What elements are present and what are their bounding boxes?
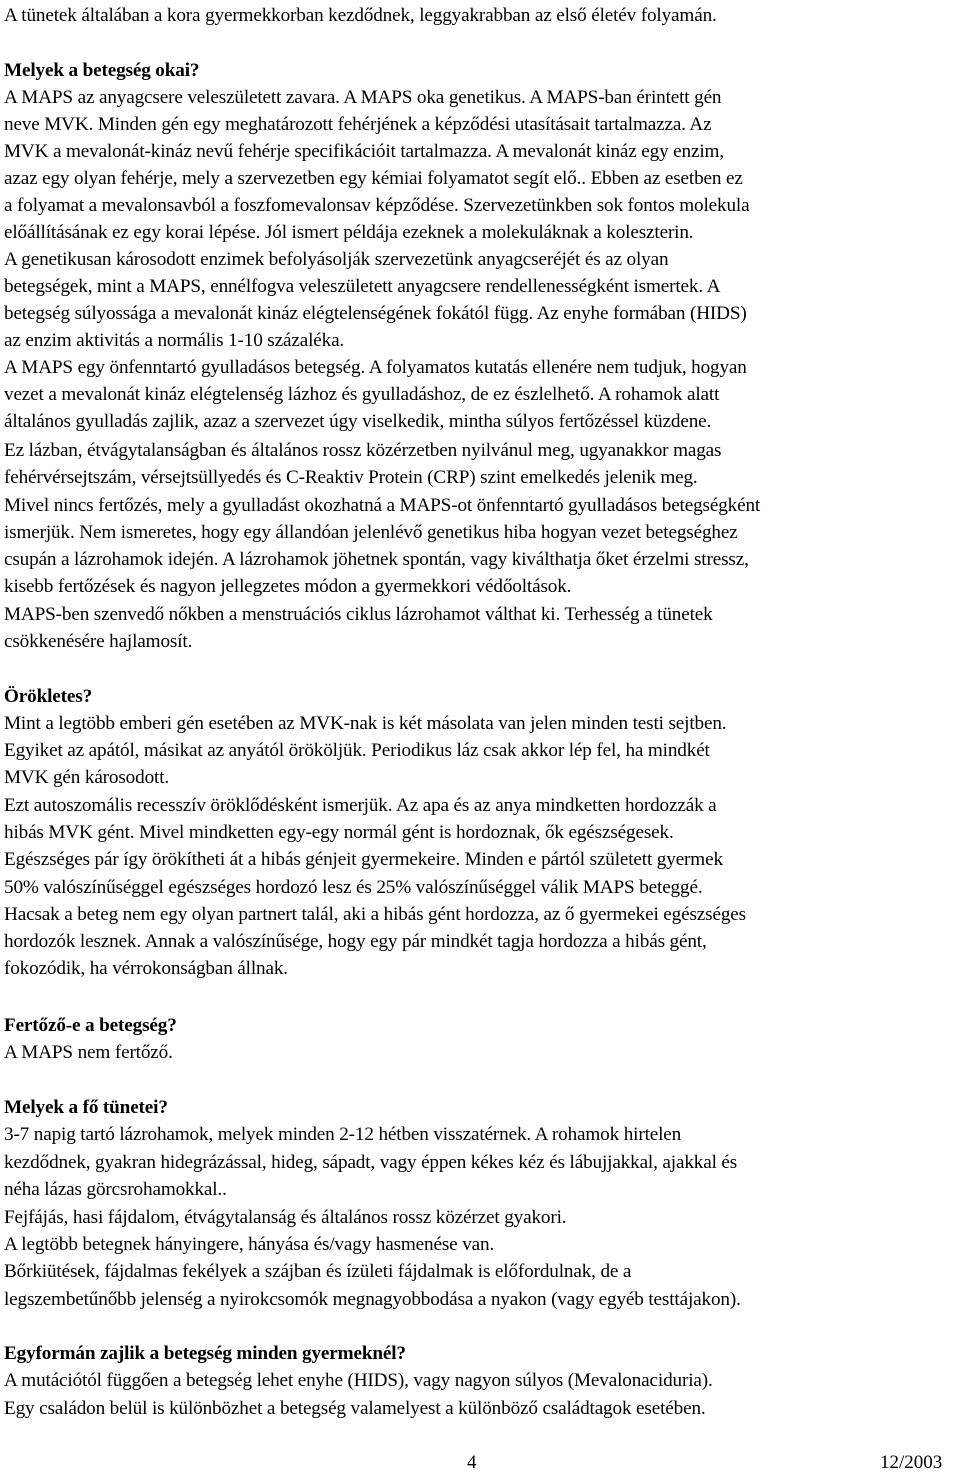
text-line: 50% valószínűséggel egészséges hordozó lesz és 25% valószínűséggel válik MAPS beteggé. [4,877,703,898]
text-line: Egészséges pár így örökítheti át a hibás génjeit gyermekeire. Minden e pártól született gyermek [4,849,723,870]
text-line: neve MVK. Minden gén egy meghatározott fehérjének a képződési utasításait tartalmazza. Az [4,114,712,135]
page-number: 4 [467,1452,477,1473]
text-line: az enzim aktivitás a normális 1-10 százaléka. [4,330,345,351]
text-line: csupán a lázrohamok idején. A lázrohamok jöhetnek spontán, vagy kiválthatja őket érzelmi stressz, [4,549,749,570]
text-line: hibás MVK gént. Mivel mindketten egy-egy normál gént is hordoznak, ők egészségesek. [4,822,674,843]
text-line: Mint a legtöbb emberi gén esetében az MVK-nak is két másolata van jelen minden testi sejtben. [4,713,727,734]
text-line: A tünetek általában a kora gyermekkorban kezdődnek, leggyakrabban az első életév folyamán. [4,5,717,26]
footer-date: 12/2003 [880,1452,943,1473]
text-line: vezet a mevalonát kináz elégtelenség lázhoz és gyulladáshoz, de ez észlelhető. A rohamok alatt [4,384,720,405]
text-line: MVK a mevalonát-kináz nevű fehérje specifikációit tartalmazza. A mevalonát kináz egy enzim, [4,141,724,162]
text-line: fehérvérsejtszám, vérsejtsüllyedés és C-Reaktiv Protein (CRP) szint emelkedés jelenik meg. [4,467,698,488]
text-line: ismerjük. Nem ismeretes, hogy egy állandóan jelenlévő genetikus hiba hogyan vezet betegséghez [4,522,738,543]
text-line: Fejfájás, hasi fájdalom, étvágytalanság és általános rossz közérzet gyakori. [4,1207,567,1228]
text-line: a folyamat a mevalonsavból a foszfomevalonsav képződése. Szervezetünkben sok fontos molekula [4,195,750,216]
section-heading: Melyek a betegség okai? [4,60,200,81]
text-line: Egy családon belül is különbözhet a betegség valamelyest a különböző családtagok esetében. [4,1398,706,1419]
text-line: betegségek, mint a MAPS, ennélfogva veleszületett anyagcsere rendellenességként ismertek. A [4,276,721,297]
text-line: 3-7 napig tartó lázrohamok, melyek minden 2-12 hétben visszatérnek. A rohamok hirtelen [4,1124,682,1145]
text-line: Egyiket az apától, másikat az anyától örököljük. Periodikus láz csak akkor lép fel, ha mindkét [4,740,710,761]
text-line: általános gyulladás zajlik, azaz a szervezet úgy viselkedik, mintha súlyos fertőzéssel küzdene. [4,411,712,432]
text-line: A legtöbb betegnek hányingere, hányása és/vagy hasmenése van. [4,1234,495,1255]
section-heading: Fertőző-e a betegség? [4,1015,177,1036]
text-line: A MAPS nem fertőző. [4,1042,173,1063]
section-heading: Melyek a fő tünetei? [4,1097,168,1118]
text-line: MAPS-ben szenvedő nőkben a menstruációs ciklus lázrohamot válthat ki. Terhesség a tünetek [4,604,713,625]
text-line: Bőrkiütések, fájdalmas fekélyek a szájban és ízületi fájdalmak is előfordulnak, de a [4,1261,632,1282]
text-line: előállításának ez egy korai lépése. Jól ismert példája ezeknek a molekuláknak a koleszterin. [4,222,694,243]
text-line: MVK gén károsodott. [4,767,170,788]
text-line: Mivel nincs fertőzés, mely a gyulladást okozhatná a MAPS-ot önfenntartó gyulladásos betegségként [4,495,761,516]
text-line: A MAPS az anyagcsere veleszületett zavara. A MAPS oka genetikus. A MAPS-ban érintett gén [4,87,722,108]
text-line: betegség súlyossága a mevalonát kináz elégtelenségének fokától függ. Az enyhe formában (HIDS) [4,303,747,324]
text-line: azaz egy olyan fehérje, mely a szervezetben egy kémiai folyamatot segít elő.. Ebben az esetben ez [4,168,743,189]
text-line: Ez lázban, étvágytalanságban és általános rossz közérzetben nyilvánul meg, ugyanakkor magas [4,440,722,461]
text-line: legszembetűnőbb jelenség a nyirokcsomók megnagyobbodása a nyakon (vagy egyéb testtájakon). [4,1289,741,1310]
text-line: A mutációtól függően a betegség lehet enyhe (HIDS), vagy nagyon súlyos (Mevalonaciduria). [4,1370,713,1391]
text-line: Hacsak a beteg nem egy olyan partnert talál, aki a hibás gént hordozza, az ő gyermekei egészséges [4,904,746,925]
text-line: Ezt autoszomális recesszív öröklődésként ismerjük. Az apa és az anya mindketten hordozzák a [4,795,717,816]
text-line: A genetikusan károsodott enzimek befolyásolják szervezetünk anyagcseréjét és az olyan [4,249,669,270]
text-line: A MAPS egy önfenntartó gyulladásos betegség. A folyamatos kutatás ellenére nem tudjuk, hogyan [4,357,747,378]
text-line: hordozók lesznek. Annak a valószínűsége, hogy egy pár mindkét tagja hordozza a hibás gént, [4,931,707,952]
text-line: csökkenésére hajlamosít. [4,631,193,652]
text-line: fokozódik, ha vérrokonságban állnak. [4,958,288,979]
section-heading: Egyformán zajlik a betegség minden gyermeknél? [4,1343,406,1364]
section-heading: Örökletes? [4,686,93,707]
text-line: kezdődnek, gyakran hidegrázással, hideg, sápadt, vagy éppen kékes kéz és lábujjakkal, ajakkal és [4,1152,738,1173]
text-line: kisebb fertőzések és nagyon jellegzetes módon a gyermekkori védőoltások. [4,576,572,597]
text-line: néha lázas görcsrohamokkal.. [4,1179,227,1200]
